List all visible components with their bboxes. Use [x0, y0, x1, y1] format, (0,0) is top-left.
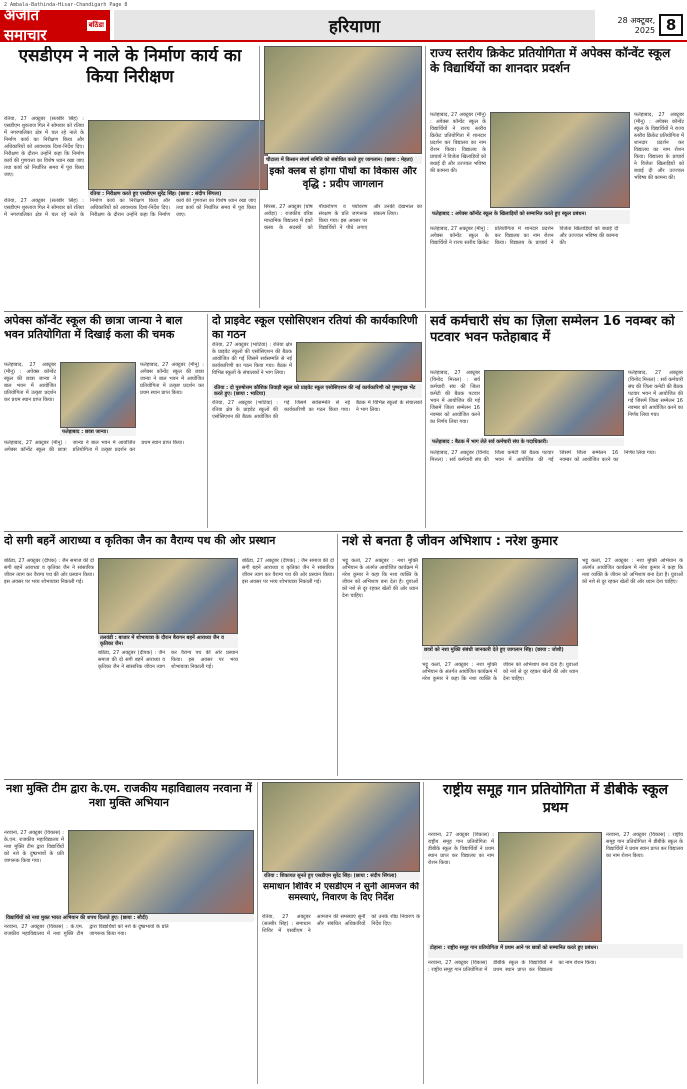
column-rule	[259, 46, 260, 308]
article-a11-headline-box	[428, 782, 683, 830]
headline-a4: अपेक्स कॉन्वेंट स्कूल की छात्रा जान्या ने बाल भवन प्रतियोगिता में दिखाई कला की चमक	[4, 314, 183, 341]
body-a8: भट्टू कलां, 27 अक्टूबर : नशा मुक्ति अभियान के अंतर्गत आयोजित कार्यक्रम में नरेश कुमार ने कहा कि नशा व्यक्ति के जीवन को अभिशाप बना देता है। युवाओं को नशे से दूर रहकर खेलों की ओर ध्यान देना चाहिए।	[342, 558, 418, 599]
caption-a9: विद्यार्थियों को नशा मुक्त भारत अभियान की शपथ दिलाते हुए। (छाया : सौदी)	[4, 914, 254, 922]
article-a1-headline-box	[4, 46, 256, 114]
body-a5: रतिया, 27 अक्टूबर (भाटिया) : रतिया क्षेत्र के प्राइवेट स्कूलों की एसोसिएशन की बैठक आयोजित की गई जिसमें सर्वसम्मति से नई कार्यकारिणी का गठन किया गया। बैठक में विभिन्न स्कूलों के संचालकों ने भाग लिया।	[212, 342, 292, 376]
headline-a2: इको क्लब से होगा पौधों का विकास और वृद्धि : प्रदीप जागलान	[269, 166, 417, 190]
caption-a8: छात्रों को नशा मुक्ति संबंधी जानकारी देते हुए जागलान सिंह। (छाया : जोशी)	[422, 646, 578, 660]
body-a3-side: फतेहाबाद, 27 अक्टूबर (मीनू) : अपेक्स कॉन्वेंट स्कूल के विद्यार्थियों ने राज्य स्तरीय क्रिकेट प्रतियोगिता में शानदार प्रदर्शन कर विद्यालय का नाम रोशन किया। विद्यालय के प्राचार्य ने विजेता खिलाड़ियों को बधाई दी और उज्ज्वल भविष्य की कामना की।	[634, 112, 684, 181]
photo-a9	[68, 830, 254, 914]
photo-a2	[264, 46, 422, 154]
column-rule	[425, 46, 426, 308]
row-rule	[4, 779, 683, 780]
body-a11: नरवाना, 27 अक्टूबर (विकास) : राष्ट्रीय समूह गान प्रतियोगिता में डीबीके स्कूल के विद्यार्थियों ने प्रथम स्थान प्राप्त कर विद्यालय का नाम रोशन किया।	[428, 832, 494, 866]
body-a7-side: बठिंडा, 27 अक्टूबर (दीपक) : जैन समाज की दो सगी बहनें आराध्या व कृतिका जैन ने सांसारिक जीवन त्याग कर वैराग्य पथ की ओर प्रस्थान किया। इस अवसर पर भव्य शोभायात्रा निकाली गई।	[242, 558, 334, 585]
row-rule	[4, 531, 683, 532]
body-a11-side: नरवाना, 27 अक्टूबर (विकास) : राष्ट्रीय समूह गान प्रतियोगिता में डीबीके स्कूल के विद्यार्थियों ने प्रथम स्थान प्राप्त कर विद्यालय का नाम रोशन किया।	[606, 832, 683, 859]
body-a5-cont: रतिया, 27 अक्टूबर (भाटिया) : रतिया क्षेत्र के प्राइवेट स्कूलों की एसोसिएशन की बैठक आयोजित की गई जिसमें सर्वसम्मति से नई कार्यकारिणी का गठन किया गया। बैठक में विभिन्न स्कूलों के संचालकों ने भाग लिया।	[212, 400, 422, 420]
body-a8-side: भट्टू कलां, 27 अक्टूबर : नशा मुक्ति अभियान के अंतर्गत आयोजित कार्यक्रम में नरेश कुमार ने कहा कि नशा व्यक्ति के जीवन को अभिशाप बना देता है। युवाओं को नशे से दूर रहकर खेलों की ओर ध्यान देना चाहिए।	[582, 558, 683, 585]
print-slug: 2 Ambala-Bathinda-Hisar-Chandigarh Page 8	[4, 2, 128, 8]
article-a5-headline-box	[212, 314, 422, 340]
headline-a7: दो सगी बहनें आराध्या व कृतिका जैन का वैराग्य पथ की ओर प्रस्थान	[4, 534, 276, 547]
photo-a3	[490, 112, 630, 208]
issue-date: 28 अक्टूबर, 2025	[617, 16, 656, 35]
caption-a11: टोहाना : राष्ट्रीय समूह गान प्रतियोगिता में प्रथम आने पर छात्रों को सम्मानित करते हुए प्रबंधन।	[428, 944, 683, 958]
headline-a1: एसडीएम ने नाले के निर्माण कार्य का किया निरीक्षण	[18, 46, 242, 88]
body-a4-cont: फतेहाबाद, 27 अक्टूबर (मीनू) : अपेक्स कॉन्वेंट स्कूल की छात्रा जान्या ने बाल भवन में आयोजित प्रतियोगिता में उत्कृष्ट प्रदर्शन कर प्रथम स्थान प्राप्त किया।	[4, 440, 184, 453]
body-a4: फतेहाबाद, 27 अक्टूबर (मीनू) : अपेक्स कॉन्वेंट स्कूल की छात्रा जान्या ने बाल भवन में आयोजित प्रतियोगिता में उत्कृष्ट प्रदर्शन कर प्रथम स्थान प्राप्त किया।	[4, 362, 56, 403]
column-rule	[337, 534, 338, 776]
body-a10: रतिया, 27 अक्टूबर (सतबीर सिंह) : समाधान शिविर में एसडीएम ने आमजन की समस्याएं सुनीं और संबंधित अधिकारियों को उनके शीघ्र निवारण के निर्देश दिए।	[262, 914, 420, 934]
headline-a5: दो प्राइवेट स्कूल एसोसिएशन रतियां की कार्यकारिणी का गठन	[212, 314, 418, 340]
body-a4-side: फतेहाबाद, 27 अक्टूबर (मीनू) : अपेक्स कॉन्वेंट स्कूल की छात्रा जान्या ने बाल भवन में आयोजित प्रतियोगिता में उत्कृष्ट प्रदर्शन कर प्रथम स्थान प्राप्त किया।	[140, 362, 204, 396]
masthead	[0, 6, 687, 44]
photo-a11	[498, 832, 602, 942]
article-a10-headline-box	[262, 882, 420, 912]
section-title: हरियाणा	[114, 10, 595, 40]
body-a9: नरवाना, 27 अक्टूबर (विकास) : के.एम. राजकीय महाविद्यालय में नशा मुक्ति टीम द्वारा विद्यार्थियों को नशे के दुष्प्रभावों के प्रति जागरूक किया गया।	[4, 830, 64, 864]
date-page-box	[595, 14, 687, 36]
headline-a3: राज्य स्तरीय क्रिकेट प्रतियोगिता में अपेक्स कॉन्वेंट स्कूल के विद्यार्थियों का शानदार प्रदर्शन	[430, 46, 671, 75]
article-a6-headline-box	[430, 314, 683, 368]
column-rule	[257, 782, 258, 1084]
body-a7-cont: बठिंडा, 27 अक्टूबर (दीपक) : जैन समाज की दो सगी बहनें आराध्या व कृतिका जैन ने सांसारिक जीवन त्याग कर वैराग्य पथ की ओर प्रस्थान किया। इस अवसर पर भव्य शोभायात्रा निकाली गई।	[98, 650, 238, 670]
photo-a4	[60, 362, 136, 428]
headline-a9: नशा मुक्ति टीम द्वारा के.एम. राजकीय महाविद्यालय नरवाना में नशा मुक्ति अभियान	[6, 782, 252, 809]
body-a2: सिरसा, 27 अक्टूबर (घोष अरोड़ा) : राजकीय वरिष्ठ माध्यमिक विद्यालय में इको क्लब के सदस्यों को पौधारोपण व पर्यावरण संरक्षण के प्रति जागरूक किया गया। इस अवसर पर विद्यार्थियों ने पौधे लगाए और उनकी देखभाल का संकल्प लिया।	[264, 204, 422, 231]
logo-text: अजीत समाचार	[4, 6, 47, 44]
photo-a7	[98, 558, 238, 634]
article-a8-headline-box	[342, 534, 683, 556]
body-a1-cont: रतिया, 27 अक्टूबर (सतबीर सिंह) : एसडीएम शुरुताज गिल ने सोमवार को रतिया में नगरपालिका क्षेत्र में चल रहे नाले के निर्माण कार्य का निरीक्षण किया और अधिकारियों को आवश्यक दिशा-निर्देश दिए। निरीक्षण के दौरान उन्होंने कहा कि निर्माण कार्य की गुणवत्ता का विशेष ध्यान रखा जाए तथा कार्य को निर्धारित समय में पूरा किया जाए।	[4, 198, 256, 218]
photo-a1	[88, 120, 268, 190]
article-a2-headline-box	[264, 166, 422, 200]
column-rule	[423, 782, 424, 1084]
column-rule	[425, 314, 426, 528]
body-a11-cont: नरवाना, 27 अक्टूबर (विकास) : राष्ट्रीय समूह गान प्रतियोगिता में डीबीके स्कूल के विद्यार्थियों ने प्रथम स्थान प्राप्त कर विद्यालय का नाम रोशन किया।	[428, 960, 597, 973]
headline-a11: राष्ट्रीय समूह गान प्रतियोगिता में डीबीके स्कूल प्रथम	[442, 782, 669, 816]
body-a9-cont: नरवाना, 27 अक्टूबर (विकास) : के.एम. राजकीय महाविद्यालय में नशा मुक्ति टीम द्वारा विद्यार्थियों को नशे के दुष्प्रभावों के प्रति जागरूक किया गया।	[4, 924, 169, 937]
body-a3: फतेहाबाद, 27 अक्टूबर (मीनू) : अपेक्स कॉन्वेंट स्कूल के विद्यार्थियों ने राज्य स्तरीय क्रिकेट प्रतियोगिता में शानदार प्रदर्शन कर विद्यालय का नाम रोशन किया। विद्यालय के प्राचार्य ने विजेता खिलाड़ियों को बधाई दी और उज्ज्वल भविष्य की कामना की।	[430, 112, 486, 174]
headline-a8: नशे से बनता है जीवन अभिशाप : नरेश कुमार	[342, 534, 558, 549]
body-a1: रतिया, 27 अक्टूबर (सतबीर सिंह) : एसडीएम शुरुताज गिल ने सोमवार को रतिया में नगरपालिका क्षेत्र में चल रहे नाले के निर्माण कार्य का निरीक्षण किया और अधिकारियों को आवश्यक दिशा-निर्देश दिए। निरीक्षण के दौरान उन्होंने कहा कि निर्माण कार्य की गुणवत्ता का विशेष ध्यान रखा जाए तथा कार्य को निर्धारित समय में पूरा किया जाए।	[4, 116, 84, 178]
column-rule	[207, 314, 208, 528]
article-a3-headline-box	[430, 46, 683, 110]
photo-a6	[484, 370, 624, 436]
body-a3-cont: फतेहाबाद, 27 अक्टूबर (मीनू) : अपेक्स कॉन्वेंट स्कूल के विद्यार्थियों ने राज्य स्तरीय क्रिकेट प्रतियोगिता में शानदार प्रदर्शन कर विद्यालय का नाम रोशन किया। विद्यालय के प्राचार्य ने विजेता खिलाड़ियों को बधाई दी और उज्ज्वल भविष्य की कामना की।	[430, 226, 619, 246]
body-a7: बठिंडा, 27 अक्टूबर (दीपक) : जैन समाज की दो सगी बहनें आराध्या व कृतिका जैन ने सांसारिक जीवन त्याग कर वैराग्य पथ की ओर प्रस्थान किया। इस अवसर पर भव्य शोभायात्रा निकाली गई।	[4, 558, 94, 585]
body-a6-side: फतेहाबाद, 27 अक्टूबर (विनोद मित्तल) : सर्व कर्मचारी संघ की जिला कमेटी की बैठक पटवार भवन में आयोजित की गई जिसमें जिला सम्मेलन 16 नवम्बर को आयोजित करने का निर्णय लिया गया।	[628, 370, 683, 418]
page-number: 8	[659, 14, 683, 36]
caption-a2: चौटाला में किसान संघर्ष समिति को संबोधित करते हुए जागलान। (छाया : मेहता)	[264, 156, 422, 164]
caption-a7: तलवंडी : बाजार में शोभायात्रा के दौरान बैरागन बहनें आराध्या जैन व कृतिका जैन।	[98, 634, 238, 648]
headline-a10: समाधान शिविर में एसडीएम ने सुनी आमजन की समस्याएं, निवारण के दिए निर्देश	[263, 882, 419, 904]
row-rule	[4, 311, 683, 312]
caption-a4: फतेहाबाद : छात्रा जान्या।	[60, 428, 136, 436]
photo-a8	[422, 558, 578, 646]
article-a9-headline-box	[4, 782, 254, 828]
body-a6: फतेहाबाद, 27 अक्टूबर (विनोद मित्तल) : सर्व कर्मचारी संघ की जिला कमेटी की बैठक पटवार भवन में आयोजित की गई जिसमें जिला सम्मेलन 16 नवम्बर को आयोजित करने का निर्णय लिया गया।	[430, 370, 480, 425]
caption-a6: फतेहाबाद : बैठक में भाग लेते सर्व कर्मचारी संघ के पदाधिकारी।	[430, 438, 624, 446]
body-a8-cont: भट्टू कलां, 27 अक्टूबर : नशा मुक्ति अभियान के अंतर्गत आयोजित कार्यक्रम में नरेश कुमार ने कहा कि नशा व्यक्ति के जीवन को अभिशाप बना देता है। युवाओं को नशे से दूर रहकर खेलों की ओर ध्यान देना चाहिए।	[422, 662, 578, 682]
article-a4-headline-box	[4, 314, 204, 360]
caption-a3: फतेहाबाद : अपेक्स कॉन्वेंट स्कूल के खिलाड़ियों को सम्मानित करते हुए स्कूल प्रबंधन।	[430, 210, 630, 224]
caption-a5: रतिया : दो पुरुषोत्तम कौशिक तिवाड़ी स्कूल को प्राइवेट स्कूल एसोसिएशन की नई कार्यकारिणी को पुष्पगुच्छ भेंट करते हुए। (छाया : भाटिया)	[212, 384, 422, 398]
newspaper-logo	[0, 6, 110, 44]
body-a6-cont: फतेहाबाद, 27 अक्टूबर (विनोद मित्तल) : सर्व कर्मचारी संघ की जिला कमेटी की बैठक पटवार भवन में आयोजित की गई जिसमें जिला सम्मेलन 16 नवम्बर को आयोजित करने का निर्णय लिया गया।	[430, 450, 656, 463]
headline-a6: सर्व कर्मचारी संघ का ज़िला सम्मेलन 16 नवम्बर को पटवार भवन फतेहाबाद में	[430, 314, 675, 346]
caption-a10: रतिया : शिकायत सुनते हुए एसडीएम सुरेंद्र सिंह। (छाया : संदीप सिंगला)	[262, 872, 420, 880]
edition-city: बठिंडा	[88, 20, 104, 29]
article-a7-headline-box	[4, 534, 334, 556]
photo-a10	[262, 782, 420, 872]
caption-a1: रतिया : निरीक्षण करते हुए एसडीएम सुरेंद्र सिंह। (छाया : संदीप सिंगला)	[88, 190, 258, 198]
photo-a5	[296, 342, 422, 382]
